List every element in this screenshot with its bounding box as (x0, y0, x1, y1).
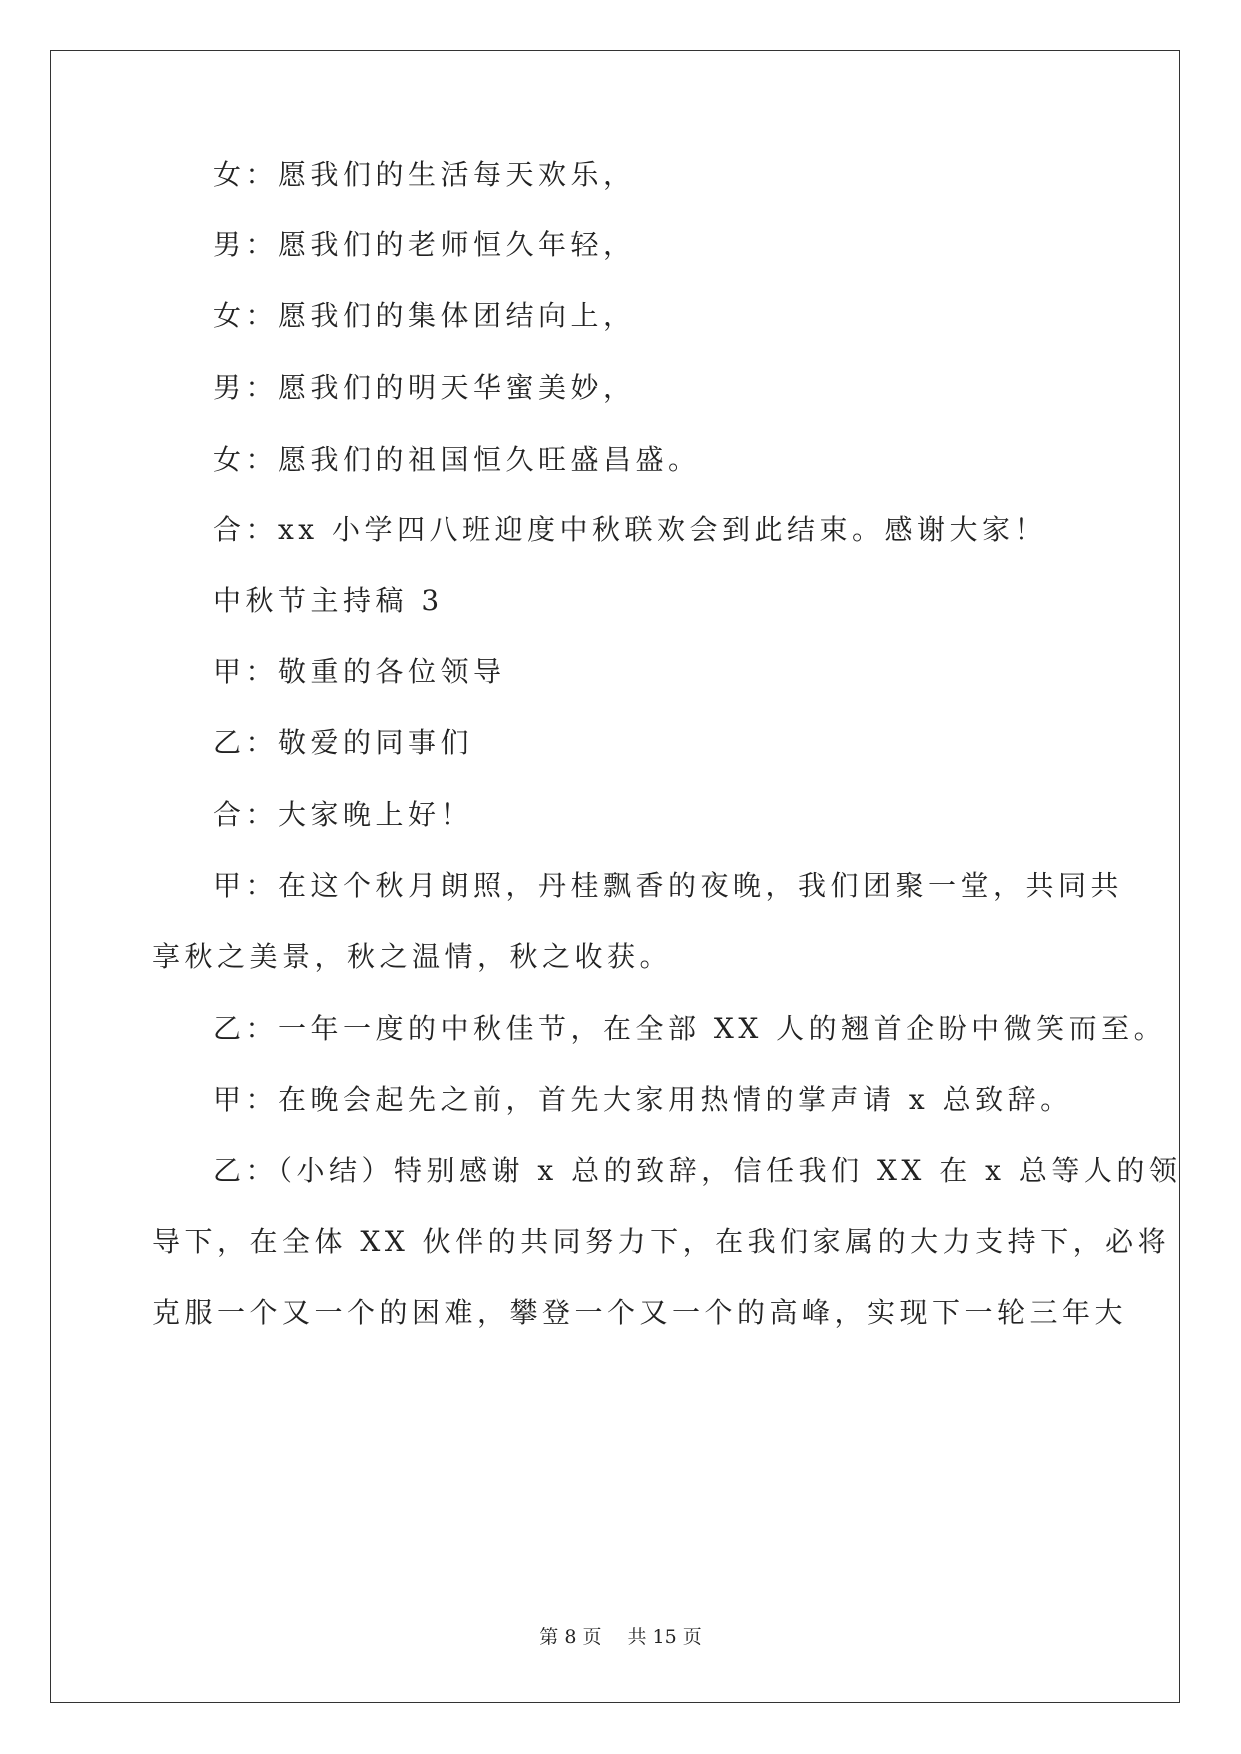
dialogue-line: 女：愿我们的祖国恒久旺盛昌盛。 (213, 443, 701, 476)
dialogue-line: 男：愿我们的老师恒久年轻， (213, 228, 636, 261)
dialogue-line: 乙：敬爱的同事们 (213, 726, 474, 759)
page-number: 第 8 页 (539, 1626, 602, 1648)
dialogue-line-continued: 享秋之美景，秋之温情，秋之收获。 (152, 940, 673, 973)
dialogue-line: 女：愿我们的生活每天欢乐， (213, 158, 636, 191)
dialogue-line: 女：愿我们的集体团结向上， (213, 299, 636, 332)
dialogue-line: 甲：敬重的各位领导 (213, 655, 506, 688)
dialogue-line-continued: 克服一个又一个的困难，攀登一个又一个的高峰，实现下一轮三年大 (152, 1296, 1128, 1329)
dialogue-line: 乙：（小结）特别感谢 x 总的致辞，信任我们 XX 在 x 总等人的领 (213, 1154, 1182, 1187)
dialogue-line: 甲：在这个秋月朗照，丹桂飘香的夜晚，我们团聚一堂，共同共 (213, 869, 1124, 902)
dialogue-line: 男：愿我们的明天华蜜美妙， (213, 371, 636, 404)
page-footer (0, 1625, 1241, 1649)
dialogue-line: 合：大家晚上好！ (213, 798, 474, 831)
dialogue-line: 甲：在晚会起先之前，首先大家用热情的掌声请 x 总致辞。 (213, 1083, 1073, 1116)
page-total: 共 15 页 (627, 1626, 702, 1648)
dialogue-line: 乙：一年一度的中秋佳节，在全部 XX 人的翘首企盼中微笑而至。 (213, 1012, 1167, 1045)
section-heading: 中秋节主持稿 3 (213, 584, 444, 617)
dialogue-line-continued: 导下，在全体 XX 伙伴的共同努力下，在我们家属的大力支持下，必将 (152, 1225, 1171, 1258)
dialogue-line: 合：xx 小学四八班迎度中秋联欢会到此结束。感谢大家！ (213, 513, 1047, 546)
